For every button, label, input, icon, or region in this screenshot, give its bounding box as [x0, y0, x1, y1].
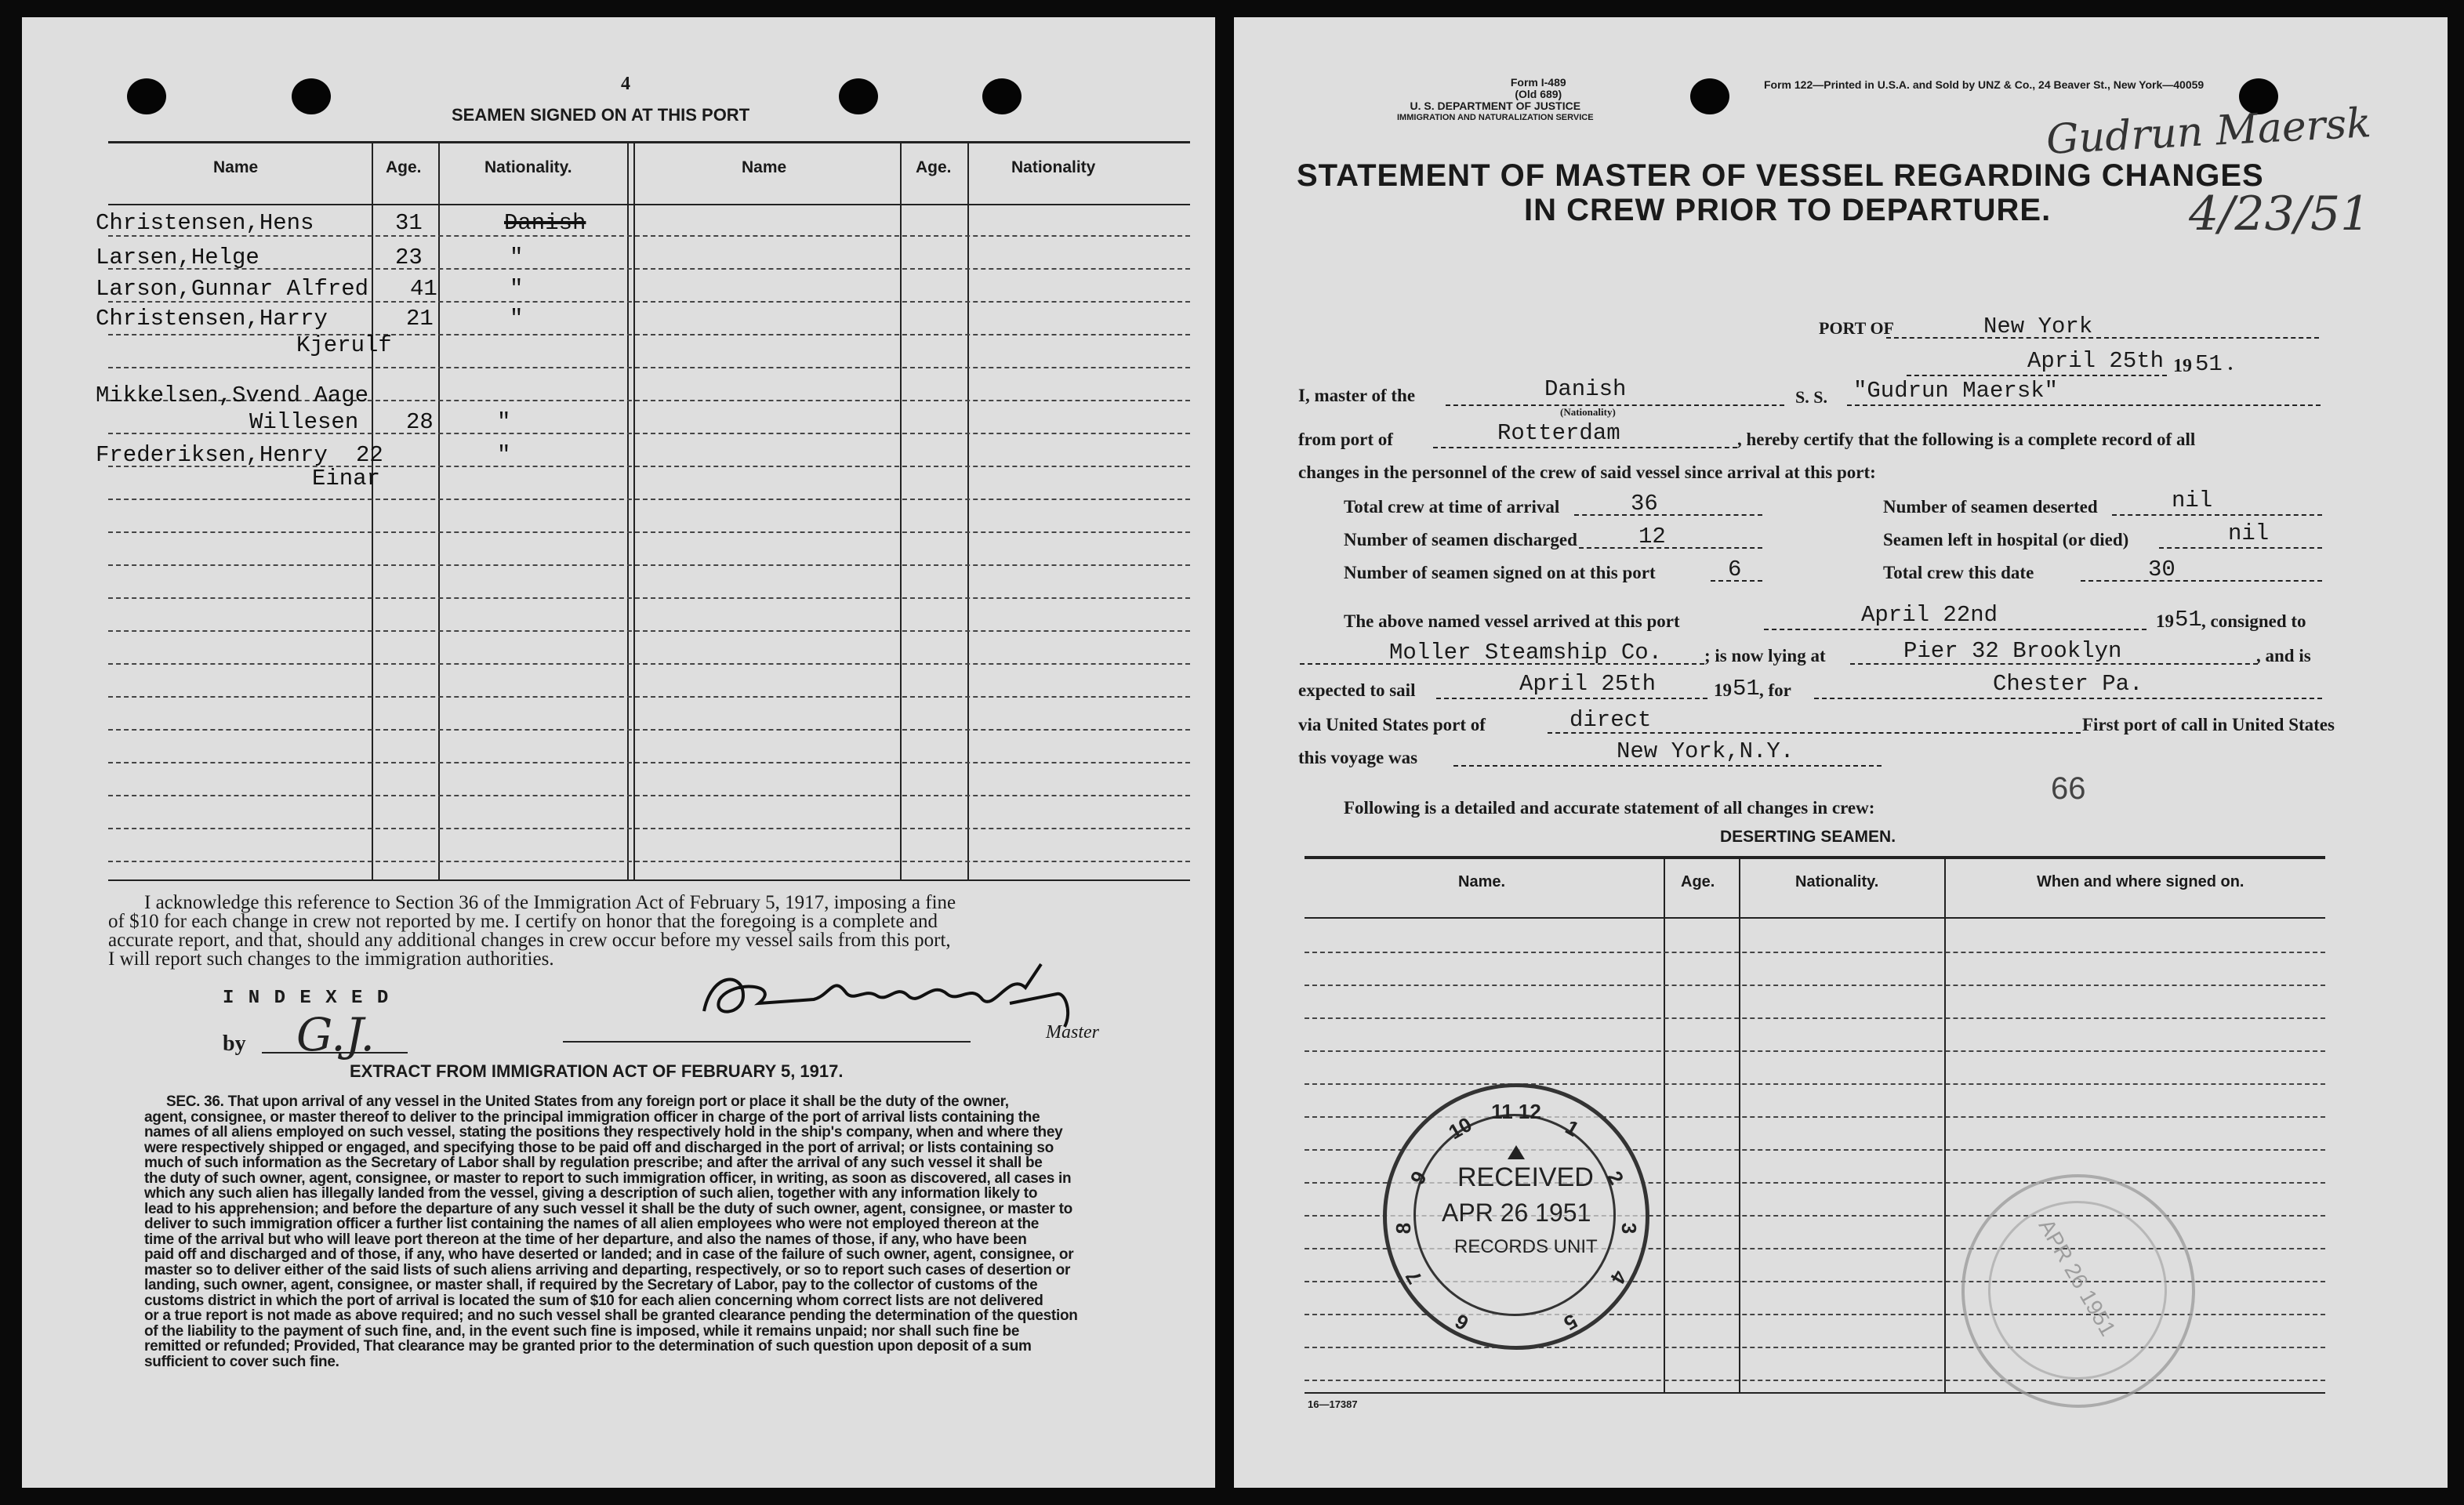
col-header-nationality: Nationality.	[1795, 873, 1879, 890]
handwritten-mark: 66	[2051, 771, 2086, 806]
row-rule	[108, 630, 1190, 632]
arrived-year-prefix: 19	[2156, 611, 2174, 631]
svg-text:3: 3	[1617, 1222, 1641, 1235]
total-arrival-value: 36	[1631, 491, 1658, 517]
crew-name: Larsen,Helge	[96, 245, 259, 270]
row-rule	[108, 828, 1190, 829]
for-value: Chester Pa.	[1993, 671, 2143, 697]
ack-line: I acknowledge this reference to Section 36 of the Immigration Act of February 5, 1917, imposing a fine	[144, 892, 956, 913]
from-port-line	[1433, 447, 1737, 448]
service: IMMIGRATION AND NATURALIZATION SERVICE	[1397, 113, 1594, 122]
vessel-line	[1847, 404, 2321, 406]
consignee-value: Moller Steamship Co.	[1389, 640, 1663, 665]
column-rule	[1944, 859, 1946, 1392]
extract-line: landing, such owner, agent, consignee, or master shall, if required by the Secretary of Labor, pay to the collector of customs of the	[144, 1277, 1038, 1293]
extract-line: of the liability to the payment of such fine, and, in the event such fine is imposed, while it remains unpaid; nor shall such fine be	[144, 1322, 1020, 1340]
vessel-value: "Gudrun Maersk"	[1853, 378, 2059, 404]
expected-year: 51	[1733, 676, 1760, 702]
crew-name: Christensen,Hens	[96, 210, 314, 236]
column-rule	[967, 141, 969, 881]
following-label: Following is a detailed and accurate statement of all changes in crew:	[1344, 798, 1875, 818]
master-signature	[696, 956, 1104, 1035]
extract-line: customs district in which the port of arrival is located the sum of $10 for each alien concerning whom correct lists are not delivered	[144, 1292, 1043, 1309]
crew-age: 31	[395, 210, 423, 236]
indexed-initials: G.J.	[296, 1008, 375, 1061]
svg-text:9: 9	[1405, 1166, 1432, 1189]
hospital-label: Seamen left in hospital (or died)	[1883, 530, 2129, 549]
stamp-received-text: RECEIVED	[1457, 1162, 1594, 1192]
hospital-line	[2159, 547, 2322, 549]
form-old-number: (Old 689)	[1515, 88, 1562, 100]
extract-line: lead to his apprehension; and before the departure of any such vessel it shall be the duty of such owner, agent, consignee, or master to	[144, 1200, 1072, 1217]
crew-name-continued: Kjerulf	[296, 332, 392, 358]
row-rule	[108, 499, 1190, 500]
page-number: 4	[621, 74, 630, 94]
and-is-label: , and is	[2256, 646, 2311, 665]
col-header-age: Age.	[916, 158, 952, 176]
port-value: New York	[1983, 314, 2093, 339]
col-header-name: Name	[742, 158, 787, 176]
form-title-line1: STATEMENT OF MASTER OF VESSEL REGARDING CHANGES	[1297, 158, 2264, 193]
deserted-value: nil	[2172, 488, 2213, 513]
master-of-the-label: I, master of the	[1298, 386, 1416, 405]
changes-text: changes in the personnel of the crew of said vessel since arrival at this port:	[1298, 462, 1876, 482]
for-line	[1814, 698, 2322, 699]
row-rule	[108, 367, 1190, 368]
svg-text:6: 6	[1450, 1309, 1473, 1336]
lying-value: Pier 32 Brooklyn	[1903, 638, 2122, 664]
row-rule	[108, 268, 1190, 270]
consigned-label: , consigned to	[2201, 611, 2306, 631]
arrived-label: The above named vessel arrived at this port	[1344, 611, 1680, 631]
extract-line: were respectively shipped or engaged, and specifying those to be paid off and discharged in the port of arrival; or lists containing so	[144, 1139, 1054, 1156]
handwritten-date: 4/23/51	[2189, 187, 2371, 241]
extract-line: remitted or refunded; Provided, That clearance may be granted prior to the determination of such question upon deposit of a sum	[144, 1338, 1032, 1354]
ack-line: of $10 for each change in crew not reported by me. I certify on honor that the foregoing is a complete and	[108, 911, 938, 932]
extract-line: the duty of such owner, agent, consignee, or master to report to such immigration officer, in writing, as soon as discovered, all cases in	[144, 1170, 1072, 1187]
faded-stamp-date: APR 26 1951	[2034, 1214, 2121, 1340]
crew-nationality: "	[510, 245, 524, 270]
from-port-label: from port of	[1298, 430, 1393, 449]
col-header-age: Age.	[386, 158, 422, 176]
port-line	[1886, 337, 2319, 339]
expected-value: April 25th	[1519, 671, 1657, 697]
first-port-label: First port of call in United States	[2082, 715, 2335, 734]
received-stamp	[1383, 1083, 1649, 1350]
col-header-name: Name.	[1458, 873, 1506, 890]
crew-age: 28	[406, 409, 434, 435]
col-header-nationality: Nationality.	[484, 158, 572, 176]
crew-name-continued: Willesen	[249, 409, 359, 435]
deserting-top-rule	[1305, 856, 2325, 859]
row-rule	[108, 861, 1190, 862]
stamp-unit: RECORDS UNIT	[1454, 1236, 1598, 1257]
extract-title: EXTRACT FROM IMMIGRATION ACT OF FEBRUARY 5, 1917.	[350, 1061, 844, 1081]
row-rule	[108, 729, 1190, 731]
discharged-line	[1579, 547, 1762, 549]
date-value: April 25th	[2027, 348, 2165, 374]
row-rule	[108, 795, 1190, 796]
punch-hole	[127, 78, 166, 114]
port-label: PORT OF	[1819, 318, 1894, 338]
row-rule	[1305, 1017, 2325, 1019]
row-rule	[1305, 985, 2325, 986]
column-rule	[372, 141, 373, 881]
svg-text:4: 4	[1606, 1266, 1632, 1289]
period: .	[2228, 354, 2233, 375]
table-header-rule	[108, 204, 1190, 205]
expected-label: expected to sail	[1298, 680, 1416, 700]
total-arrival-label: Total crew at time of arrival	[1344, 497, 1560, 517]
certify-text: , hereby certify that the following is a complete record of all	[1737, 430, 2196, 449]
svg-text:10: 10	[1444, 1112, 1476, 1144]
discharged-label: Number of seamen discharged	[1344, 530, 1577, 549]
crew-name: Larson,Gunnar Alfred	[96, 276, 369, 302]
column-divider-double	[627, 141, 635, 881]
signed-label: Number of seamen signed on at this port	[1344, 563, 1656, 582]
form-title-line2: IN CREW PRIOR TO DEPARTURE.	[1524, 193, 2052, 227]
column-rule	[438, 141, 440, 881]
nationality-caption: (Nationality)	[1560, 406, 1616, 418]
ack-line: I will report such changes to the immigration authorities.	[108, 948, 554, 970]
arrived-line	[1764, 629, 2146, 630]
row-rule	[108, 531, 1190, 533]
crew-age: 22	[356, 442, 383, 468]
ss-label: S. S.	[1795, 387, 1827, 407]
year-value: 51	[2195, 351, 2223, 377]
deserted-label: Number of seamen deserted	[1883, 497, 2098, 517]
form-footer: 16—17387	[1308, 1398, 1358, 1410]
crew-age: 23	[395, 245, 423, 270]
extract-line: much of such information as the Secretary of Labor shall by regulation prescribe; and after the arrival of any such vessel it shall be	[144, 1155, 1043, 1171]
arrived-value: April 22nd	[1861, 602, 1998, 628]
row-rule	[1305, 1050, 2325, 1052]
column-rule	[900, 141, 902, 881]
form-header-left	[1397, 77, 1594, 124]
svg-text:2: 2	[1602, 1166, 1629, 1189]
svg-text:11 12: 11 12	[1491, 1100, 1541, 1123]
lying-label: ; is now lying at	[1704, 646, 1826, 665]
for-label: , for	[1759, 680, 1791, 700]
nationality-value: Danish	[1544, 376, 1627, 402]
voyage-line	[1453, 765, 1882, 767]
via-value: direct	[1569, 707, 1652, 733]
punch-hole	[1690, 78, 1729, 114]
left-page	[22, 17, 1215, 1488]
row-rule	[108, 762, 1190, 763]
crew-name: Christensen,Harry	[96, 306, 328, 332]
row-rule	[108, 663, 1190, 665]
indexed-label: I N D E X E D	[223, 988, 390, 1009]
deserted-line	[2112, 514, 2322, 516]
col-header-age: Age.	[1681, 873, 1715, 890]
expected-year-prefix: 19	[1714, 680, 1732, 700]
extract-line: names of all aliens employed on such vessel, stating the positions they respectively hold in the ship's company, when and where they	[144, 1124, 1063, 1141]
crew-nationality: Danish	[504, 210, 586, 236]
crew-age: 21	[406, 306, 434, 332]
expected-line	[1436, 698, 1707, 699]
crew-nationality: "	[497, 409, 511, 435]
ack-line: accurate report, and that, should any additional changes in crew occur before my vessel sails from this port,	[108, 930, 951, 951]
svg-text:5: 5	[1559, 1309, 1582, 1336]
extract-line: deliver to such immigration officer a further list containing the names of all alien employees who were not employed thereon at the	[144, 1216, 1040, 1232]
section-title: SEAMEN SIGNED ON AT THIS PORT	[452, 105, 750, 125]
discharged-value: 12	[1638, 524, 1666, 549]
deserting-title: DESERTING SEAMEN.	[1720, 828, 1896, 846]
column-rule	[1664, 859, 1665, 1392]
stamp-date: APR 26 1951	[1442, 1199, 1591, 1227]
extract-line: time of the arrival but who will leave port thereon at the time of her departure, and also the names of those, if any, who have been	[144, 1231, 1027, 1248]
voyage-label: this voyage was	[1298, 748, 1418, 767]
table-top-rule	[108, 141, 1190, 143]
deserting-bottom-rule	[1305, 1392, 2325, 1394]
total-arrival-line	[1574, 514, 1762, 516]
crew-name: Frederiksen,Henry	[96, 442, 328, 468]
hospital-value: nil	[2228, 520, 2270, 546]
crew-nationality: "	[510, 276, 524, 302]
date-line	[1907, 375, 2167, 376]
crew-name-continued: Einar	[312, 466, 381, 491]
right-page	[1234, 17, 2448, 1488]
extract-line: or a true report is not made as above required; and no such vessel shall be granted clearance pending the determination of the question	[144, 1307, 1078, 1324]
department: U. S. DEPARTMENT OF JUSTICE	[1410, 100, 1581, 112]
total-date-label: Total crew this date	[1883, 563, 2034, 582]
row-rule	[108, 334, 1190, 335]
voyage-value: New York,N.Y.	[1617, 738, 1794, 764]
row-rule	[108, 564, 1190, 566]
indexed-line	[262, 1052, 408, 1054]
master-signature-line	[563, 1041, 971, 1043]
row-rule	[108, 696, 1190, 698]
by-label: by	[223, 1032, 246, 1056]
faded-stamp	[1961, 1174, 2195, 1408]
extract-text	[144, 1094, 1187, 1369]
deserting-header-rule	[1305, 917, 2325, 919]
total-date-line	[2081, 580, 2322, 582]
svg-text:1: 1	[1561, 1115, 1584, 1141]
extract-line: paid off and discharged and of those, if any, who have deserted or landed; and in case of the failure of such owner, agent, consignee, or	[144, 1246, 1074, 1263]
col-header-name: Name	[213, 158, 259, 176]
extract-line: which any such alien has illegally landed from the vessel, giving a description of such alien, together with any information likely to	[144, 1185, 1038, 1202]
row-rule	[1305, 1083, 2325, 1085]
crew-age: 41	[410, 276, 437, 302]
master-label: Master	[1046, 1022, 1099, 1043]
total-date-value: 30	[2148, 557, 2176, 582]
via-label: via United States port of	[1298, 715, 1486, 734]
extract-line: master so to deliver either of the said lists of such aliens arriving and departing, respectively, or so to report such cases of desertion or	[144, 1261, 1071, 1278]
from-port-value: Rotterdam	[1497, 420, 1620, 446]
crew-nationality: "	[497, 442, 511, 468]
extract-line: sufficient to cover such fine.	[144, 1353, 339, 1370]
signed-value: 6	[1728, 557, 1742, 582]
row-rule	[1305, 952, 2325, 953]
punch-hole	[982, 78, 1022, 114]
handwritten-vessel-name: Gudrun Maersk	[2045, 100, 2373, 164]
svg-text:8: 8	[1392, 1222, 1415, 1235]
form-number: Form I-489	[1510, 76, 1566, 89]
crew-name: Mikkelsen,Svend Aage	[96, 383, 369, 408]
extract-line: agent, consignee, or master thereof to deliver to the principal immigration officer in charge of the port of arrival lists containing the	[144, 1108, 1040, 1126]
row-rule	[108, 597, 1190, 599]
row-rule	[1305, 1380, 2325, 1381]
punch-hole	[292, 78, 331, 114]
arrived-year: 51	[2175, 607, 2202, 633]
year-prefix: 19	[2173, 356, 2192, 376]
punch-hole	[839, 78, 878, 114]
column-rule	[1739, 859, 1740, 1392]
col-header-nationality: Nationality	[1011, 158, 1096, 176]
table-bottom-rule	[108, 879, 1190, 881]
col-header-when-where: When and where signed on.	[2037, 873, 2244, 890]
printer-line: Form 122—Printed in U.S.A. and Sold by UNZ & Co., 24 Beaver St., New York—40059	[1764, 78, 2205, 91]
extract-line: SEC. 36. That upon arrival of any vessel in the United States from any foreign port or place it shall be the duty of the owner,	[166, 1093, 1009, 1110]
svg-text:7: 7	[1400, 1266, 1427, 1289]
crew-nationality: "	[510, 306, 524, 332]
